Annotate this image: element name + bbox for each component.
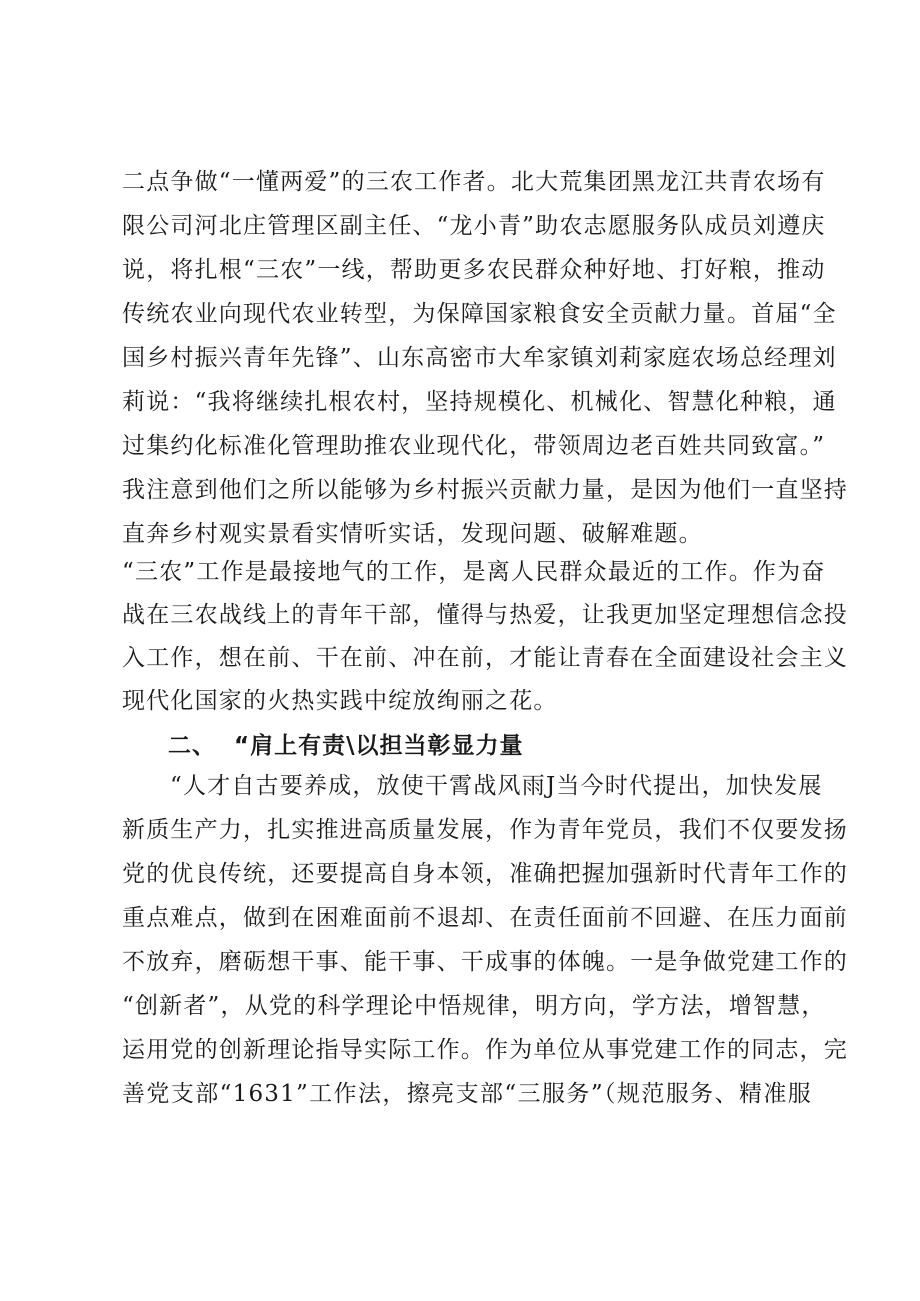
text-line: 莉说：“我将继续扎根农村，坚持规模化、机械化、智慧化种粮，通 xyxy=(122,389,837,415)
text-line: 战在三农战线上的青年干部，懂得与热爱，让我更加坚定理想信念投 xyxy=(122,602,848,628)
text-line: 入工作，想在前、干在前、冲在前，才能让青春在全面建设社会主义 xyxy=(122,645,848,671)
section-heading xyxy=(168,731,524,761)
text-line: 二点争做“一懂两爱”的三农工作者。北大荒集团黑龙江共青农场有 xyxy=(122,169,826,195)
text-line: 限公司河北庄管理区副主任、“龙小青”助农志愿服务队成员刘遵庆 xyxy=(122,213,826,239)
heading-number: 二、 xyxy=(168,733,216,759)
text-line: 善党支部“1631”工作法，擦亮支部“三服务”（规范服务、精准服 xyxy=(122,1081,812,1107)
text-line: 国乡村振兴青年先锋”、山东高密市大牟家镇刘莉家庭农场总经理刘 xyxy=(122,345,837,371)
text-line: 现代化国家的火热实践中绽放绚丽之花。 xyxy=(122,688,558,714)
text-line: 过集约化标准化管理助推农业现代化，带领周边老百姓共同致富。” xyxy=(122,433,826,459)
text-line: “人才自古要养成，放使干霄战风雨J当今时代提出，加快发展 xyxy=(170,773,823,799)
text-line: 党的优良传统，还要提高自身本领，准确把握加强新时代青年工作的 xyxy=(122,861,848,887)
text-line: 运用党的创新理论指导实际工作。作为单位从事党建工作的同志，完 xyxy=(122,1037,848,1063)
text-line: 重点难点，做到在困难面前不退却、在责任面前不回避、在压力面前 xyxy=(122,905,848,931)
heading-text: “肩上有责\以担当彰显力量 xyxy=(234,733,524,759)
text-line: 我注意到他们之所以能够为乡村振兴贡献力量，是因为他们一直坚持 xyxy=(122,477,848,503)
text-line: “三农”工作是最接地气的工作，是离人民群众最近的工作。作为奋 xyxy=(122,559,826,585)
text-line: “创新者”，从党的科学理论中悟规律，明方向，学方法，增智慧， xyxy=(122,993,826,1019)
text-line: 不放弃，磨砺想干事、能干事、干成事的体魄。一是争做党建工作的 xyxy=(122,949,848,975)
text-line: 直奔乡村观实景看实情听实话，发现问题、破解难题。 xyxy=(122,521,703,547)
text-line: 说，将扎根“三农”一线，帮助更多农民群众种好地、打好粮，推动 xyxy=(122,257,826,283)
text-line: 传统农业向现代农业转型，为保障国家粮食安全贡献力量。首届“全 xyxy=(122,301,837,327)
text-line: 新质生产力，扎实推进高质量发展，作为青年党员，我们不仅要发扬 xyxy=(122,817,848,843)
